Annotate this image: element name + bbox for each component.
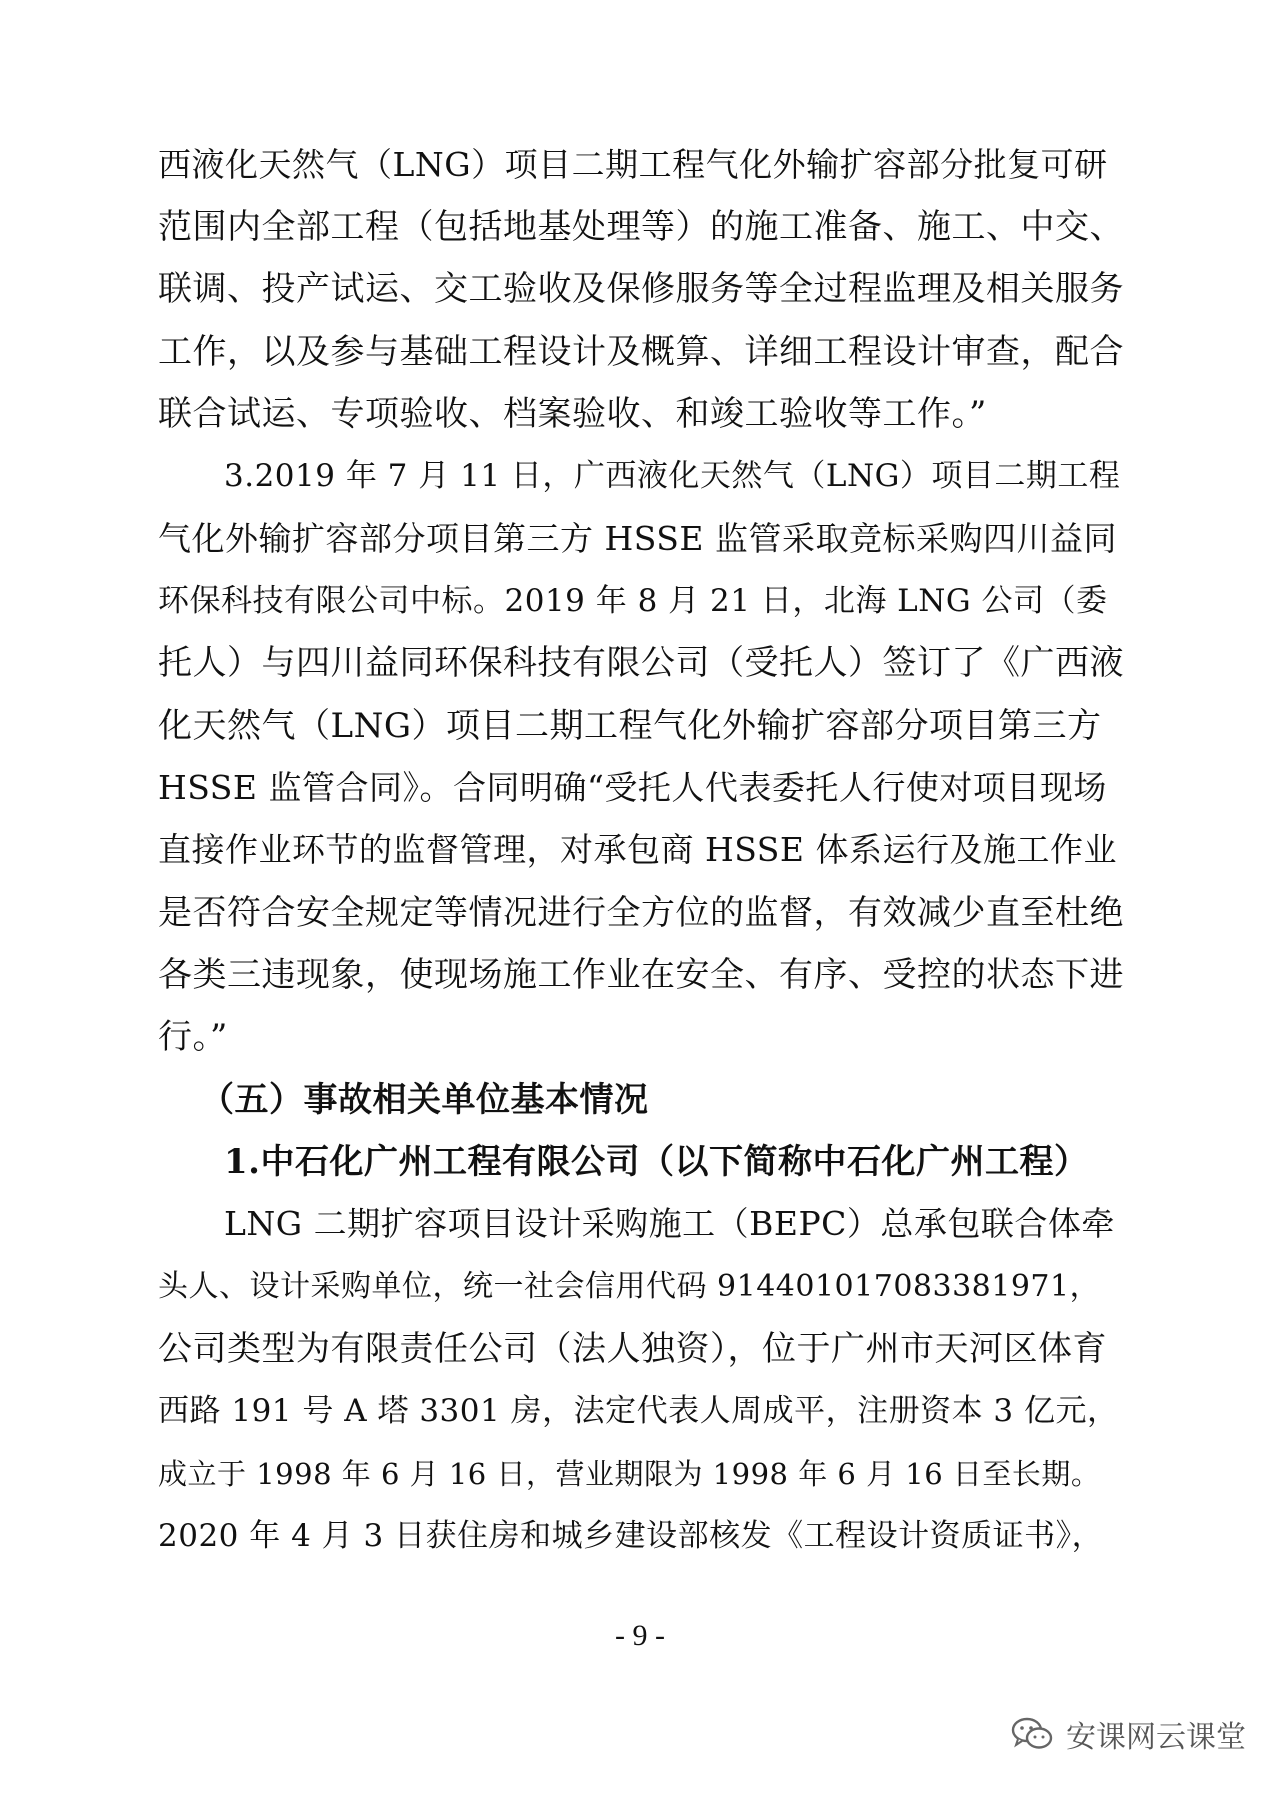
body-line: 环保科技有限公司中标。2019 年 8 月 21 日，北海 LNG 公司（委	[158, 583, 1108, 619]
body-line: 联调、投产试运、交工验收及保修服务等全过程监理及相关服务	[158, 269, 1124, 309]
body-line: 范围内全部工程（包括地基处理等）的施工准备、施工、中交、	[158, 207, 1124, 247]
body-line: 西液化天然气（LNG）项目二期工程气化外输扩容部分批复可研	[158, 145, 1108, 184]
body-line: 直接作业环节的监督管理，对承包商 HSSE 体系运行及施工作业	[158, 830, 1117, 869]
body-line: 是否符合安全规定等情况进行全方位的监督，有效减少直至杜绝	[158, 893, 1124, 933]
wechat-icon	[1010, 1716, 1054, 1752]
body-line: 各类三违现象，使现场施工作业在安全、有序、受控的状态下进	[158, 955, 1124, 995]
body-line: 头人、设计采购单位，统一社会信用代码 914401017083381971，	[158, 1269, 1101, 1304]
body-line: 西路 191 号 A 塔 3301 房，法定代表人周成平，注册资本 3 亿元，	[158, 1393, 1119, 1429]
body-line: 联合试运、专项验收、档案验收、和竣工验收等工作。”	[158, 394, 987, 434]
body-line: 工作，以及参与基础工程设计及概算、详细工程设计审查，配合	[158, 332, 1124, 372]
body-line: HSSE 监管合同》。合同明确“受托人代表委托人行使对项目现场	[158, 768, 1107, 807]
watermark	[1010, 1712, 1246, 1756]
body-line: 托人）与四川益同环保科技有限公司（受托人）签订了《广西液	[158, 643, 1124, 683]
paragraph-first-line: LNG 二期扩容项目设计采购施工（BEPC）总承包联合体牵	[224, 1204, 1115, 1243]
subsection-heading: 1.中石化广州工程有限公司（以下简称中石化广州工程）	[224, 1142, 1089, 1182]
body-line: 行。”	[158, 1017, 228, 1057]
body-line: 化天然气（LNG）项目二期工程气化外输扩容部分项目第三方	[158, 706, 1102, 746]
body-line: 公司类型为有限责任公司（法人独资），位于广州市天河区体育	[158, 1329, 1107, 1369]
paragraph-first-line: 3.2019 年 7 月 11 日，广西液化天然气（LNG）项目二期工程	[224, 458, 1121, 494]
body-line: 气化外输扩容部分项目第三方 HSSE 监管采取竞标采购四川益同	[158, 519, 1117, 558]
section-heading: （五）事故相关单位基本情况	[200, 1080, 649, 1120]
body-line: 成立于 1998 年 6 月 16 日，营业期限为 1998 年 6 月 16 日至长期。	[158, 1457, 1101, 1491]
body-line: 2020 年 4 月 3 日获住房和城乡建设部核发《工程设计资质证书》，	[158, 1518, 1104, 1554]
page-number: - 9 -	[615, 1619, 665, 1652]
watermark-text: 安课网云课堂	[1066, 1720, 1246, 1755]
